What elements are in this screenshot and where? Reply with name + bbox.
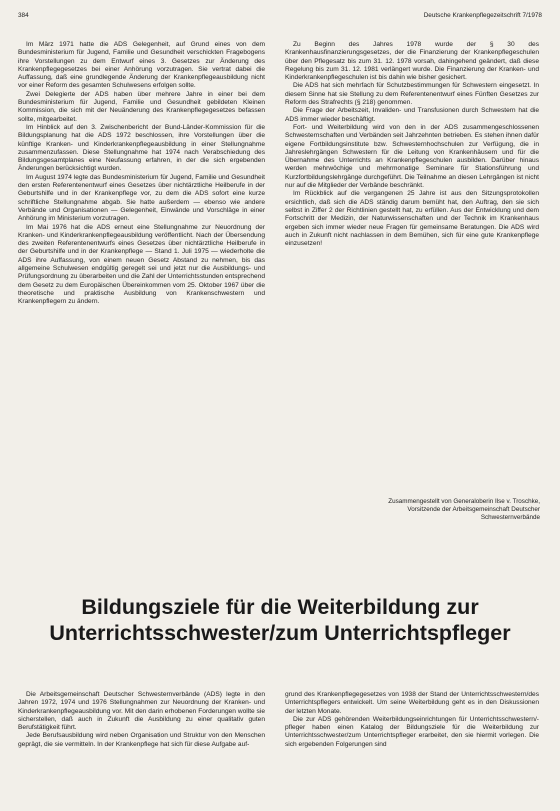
paragraph: Die Arbeitsgemeinschaft Deutscher Schwesternverbände (ADS) legte in den Jahren 1972, 1974 und 1976 Stellungnahmen zur Neuordnung der Kranken- und Kinderkrankenpflegeausbildung vor. Mit den darin erhobenen Forderungen wollte sie sicherstellen, daß auch in Zukunft die Ausbildung zu einer qualitativ guten Berufstätigkeit führt. — [18, 691, 265, 732]
paragraph: Im März 1971 hatte die ADS Gelegenheit, auf Grund eines von dem Bundesministerium für Jugend, Familie und Gesundheit verschickten Fragebogens ihre Vorstellungen zu dem Entwurf eines 3. Gesetzes zur Änderung des Krankenpflegegesetzes bei einer Anhörung vorzutragen. Sie vertrat dabei die Auffassung, daß eine grundlegende Änderung der Krankenpflegeausbildung nicht vor einer Reform des gesamten Schulwesens erfolgen sollte. — [18, 41, 265, 90]
column-bottom-left — [18, 691, 265, 749]
page-header — [18, 12, 542, 22]
author-signature — [300, 498, 540, 522]
paragraph: Zwei Delegierte der ADS haben über mehrere Jahre in einer bei dem Bundesministerium für Jugend, Familie und Gesundheit gebildeten Kleinen Kommission, die sich mit der Neuänderung des Krankenpflegegesetzes befassen sollte, mitgearbeitet. — [18, 90, 265, 123]
page-number: 384 — [18, 12, 29, 19]
paragraph: Im Hinblick auf den 3. Zwischenbericht der Bund-Länder-Kommission für die Bildungsplanung hat die ADS 1972 beschlossen, ihre Vorstellungen über die künftige Kranken- und Kinderkrankenpflegeausbildung in einer Stellungnahme zusammenzufassen. Diese Stellungnahme hat 1974 nach Verabschiedung des Bildungsgesamtplanes eine Neufassung erfahren, in der die sich ergebenden Änderungen berücksichtigt wurden. — [18, 123, 265, 173]
column-left — [18, 41, 265, 307]
paragraph: Im Mai 1976 hat die ADS erneut eine Stellungnahme zur Neuordnung der Kranken- und Kinderkrankenpflegeausbildung veröffentlicht. Nach der Übersendung des zweiten Referentenentwurfs eines Gesetzes über nichtärztliche Heilberufe in der Geburtshilfe und in der Krankenpflege — Stand 1. Juli 1975 — wiederholte die ADS ihre Auffassung, von einem neuen Gesetz Abstand zu nehmen, bis das allgemeine Schulwesen endgültig geregelt sei und jetzt nur die Ausbildungs- und Prüfungsordnung zu überarbeiten und die Zahl der Unterrichtsstunden entsprechend dem Gesetz zu dem Europäischen Übereinkommen vom 25. Oktober 1967 über die theoretische und praktische Ausbildung von Krankenschwestern und Krankenpflegern zu ändern. — [18, 223, 265, 306]
paragraph: Zu Beginn des Jahres 1978 wurde der § 30 des Krankenhausfinanzierungsgesetzes, der die Finanzierung der Krankenpflegeschulen über den Pflegesatz bis zum 31. 12. 1978 vorsah, dahingehend geändert, daß diese Regelung bis zum 31. 12. 1981 verlängert wurde. Die Finanzierung der Kranken- und Kinderkrankenpflegeschulen ist bis dahin wie bisher gesichert. — [285, 41, 539, 82]
title-line: Bildungsziele für die Weiterbildung zur — [81, 595, 479, 619]
title-line: Unterrichtsschwester/zum Unterrichtspfleger — [49, 621, 511, 645]
signature-line: Vorsitzende der Arbeitsgemeinschaft Deutscher — [407, 506, 540, 513]
column-right — [285, 41, 539, 248]
paragraph: Fort- und Weiterbildung wird von den in der ADS zusammengeschlossenen Schwesternschaften und Verbänden seit Jahrzehnten betrieben. Es stehen ihnen dafür eigene Fortbildungsinstitute bzw. Schwesternhochschulen zur Verfügung, die in Jahreslehrgängen Schwestern für die Leitung von Krankenhäusern und für die Übernahme des Unterrichts an Krankenpflegeschulen ausbilden. Darüber hinaus werden mehrwöchige und mehrmonatige Seminare für Stationsführung und Kurzfortbildungslehrgänge durchgeführt. Die Teilnahme an diesen Lehrgängen ist nicht nur auf die Mitglieder der Verbände beschränkt. — [285, 123, 539, 190]
paragraph: Im August 1974 legte das Bundesministerium für Jugend, Familie und Gesundheit den ersten Referentenentwurf eines Gesetzes über nichtärztliche Heilberufe in der Geburtshilfe und in der Krankenpflege vor, zu dem die ADS sofort eine kurze schriftliche Stellungnahme abgab. Sie hatte außerdem — ebenso wie andere Verbände und Organisationen — Gelegenheit, Einwände und Vorschläge in einer Anhörung im Ministerium vorzutragen. — [18, 173, 265, 223]
column-bottom-right — [285, 691, 539, 749]
article-title — [18, 594, 542, 646]
paragraph: Die Frage der Arbeitszeit, Invaliden- und Transfusionen durch Schwestern hat die ADS immer wieder beschäftigt. — [285, 107, 539, 123]
paragraph: Die ADS hat sich mehrfach für Schutzbestimmungen für Schwestern eingesetzt. In diesem Sinne hat sie Stellung zu dem Referentenentwurf eines Fünften Gesetzes zur Reform des Strafrechts (§ 218) genommen. — [285, 82, 539, 107]
paragraph: Jede Berufsausbildung wird neben Organisation und Struktur von den Menschen geprägt, die sie vermitteln. In der Krankenpflege hat sich für diese Aufgabe auf- — [18, 732, 265, 748]
paragraph: grund des Krankenpflegegesetzes von 1938 der Stand der Unterrichtsschwestern/des Unterrichtspflegers entwickelt. Um seine Weiterbildung geht es in den Diskussionen der letzten Monate. — [285, 691, 539, 715]
paragraph: Im Rückblick auf die vergangenen 25 Jahre ist aus den Sitzungsprotokollen ersichtlich, daß sich die ADS ständig darum bemüht hat, den Auftrag, den sie sich selbst in Ziffer 2 der Richtlinien gestellt hat, zu erfüllen. Aus der Entwicklung und dem Fortschritt der Medizin, der Naturwissenschaften und der Technik im Krankenhaus ergeben sich immer wieder neue Fragen für gemeinsame Beratungen. Die ADS wird auch in Zukunft nicht nachlassen in dem Bemühen, sich für eine gute Krankenpflege einzusetzen! — [285, 190, 539, 248]
signature-line: Zusammengestellt von Generaloberin Ilse v. Troschke, — [388, 498, 540, 505]
signature-line: Schwesternverbände — [480, 514, 540, 521]
paragraph: Die zur ADS gehörenden Weiterbildungseinrichtungen für Unterrichtsschwestern/-pfleger haben einen Katalog der Bildungsziele für die Weiterbildung zur Unterrichtsschwester/zum Unterrichtspfleger erarbeitet, den sie hiermit vorlegen. Die sich ergebenden Folgerungen sind — [285, 715, 539, 748]
journal-title: Deutsche Krankenpflegezeitschrift 7/1978 — [423, 12, 542, 19]
